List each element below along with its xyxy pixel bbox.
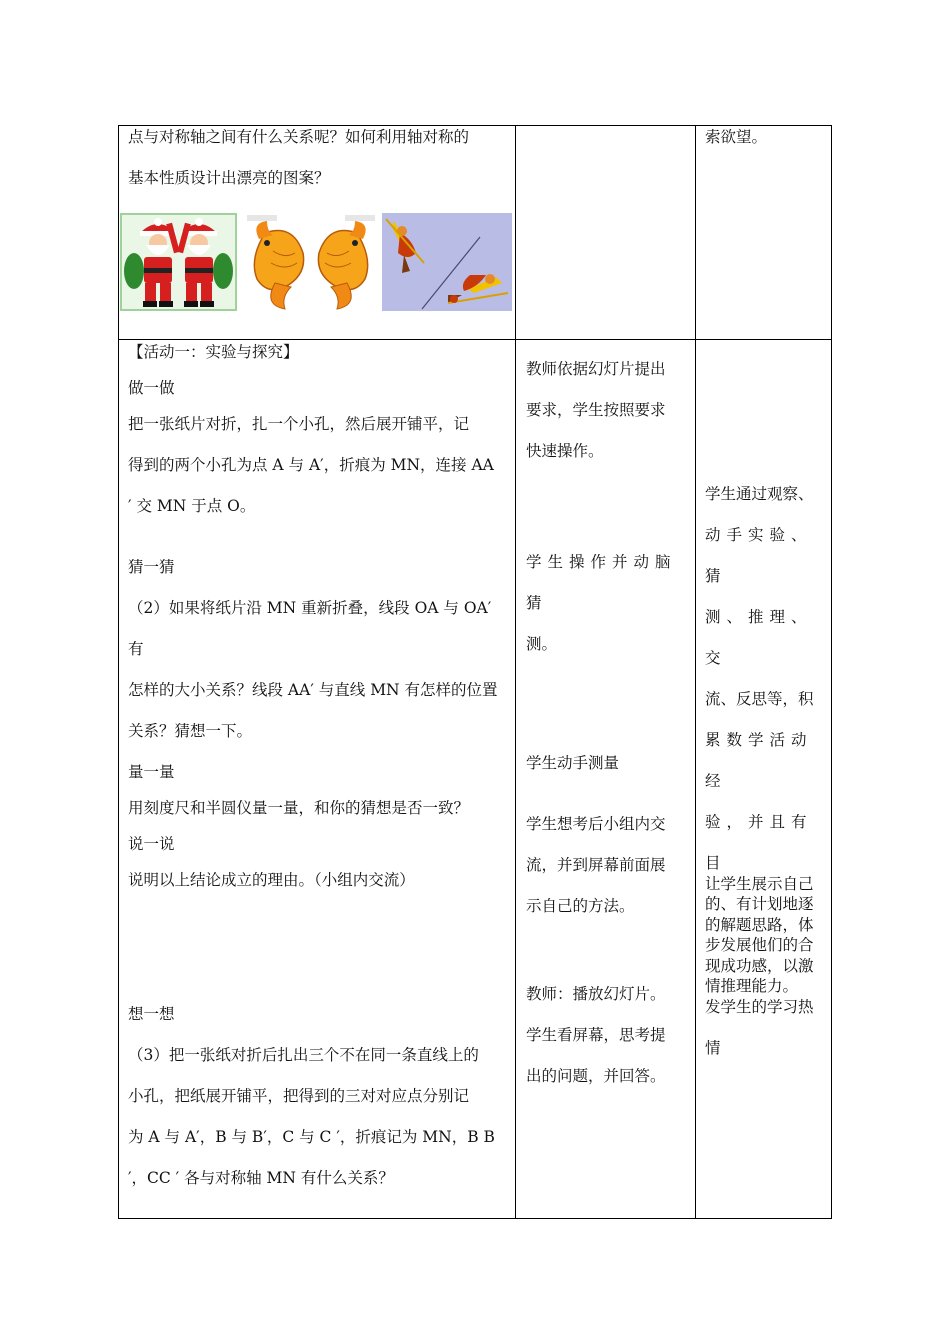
text-line: ′，CC ′ 各与对称轴 MN 有什么关系？ <box>128 1169 394 1187</box>
row2-col2-p2 <box>526 542 691 665</box>
table-col-divider-1 <box>515 125 516 1219</box>
section-heading: 做一做 <box>128 379 175 397</box>
text-line: 流、反思等，积 <box>705 690 814 708</box>
text-line: 测。 <box>526 635 558 653</box>
text-line: 用刻度尺和半圆仪量一量，和你的猜想是否一致？ <box>128 799 470 817</box>
text-line: 教师：播放幻灯片。 <box>526 985 666 1003</box>
section-heading: 想一想 <box>128 1005 175 1023</box>
monkey-king-mirror-image <box>382 213 512 311</box>
text-line: 基本性质设计出漂亮的图案？ <box>128 169 330 187</box>
text-line: 学生想考后小组内交 <box>526 815 666 833</box>
row2-col2-p1 <box>526 349 691 472</box>
text-line: 学生看屏幕，思考提 <box>526 1026 666 1044</box>
text-line: 学生通过观察、 <box>705 485 814 503</box>
activity-title: 【活动一：实验与探究】 <box>128 343 299 361</box>
santa-pair-image <box>120 213 237 311</box>
text-line: （3）把一张纸对折后扎出三个不在同一条直线上的 <box>128 1046 479 1064</box>
table-col-divider-2 <box>695 125 696 1219</box>
text-line: 教师依据幻灯片提出 <box>526 360 666 378</box>
text-line: 验，并且有目 <box>705 813 813 872</box>
text-line: 快速操作。 <box>526 442 604 460</box>
text-line: 得到的两个小孔为点 A 与 A′，折痕为 MN，连接 AA <box>128 456 494 474</box>
text-line: 情 <box>705 1039 721 1057</box>
text-line: 小孔，把纸展开铺平，把得到的三对对应点分别记 <box>128 1087 470 1105</box>
text-line: 学生操作并动脑猜 <box>526 553 677 612</box>
row2-col1-s1-body <box>128 404 510 527</box>
text-line: 怎样的大小关系？线段 AA′ 与直线 MN 有怎样的位置 <box>128 681 498 699</box>
row2-col2-p3 <box>526 743 691 784</box>
row2-col1-block1 <box>128 334 510 406</box>
row2-col1-s2 <box>128 547 510 752</box>
table-bottom-border <box>118 1218 832 1219</box>
text-line: 累数学活动经 <box>705 731 813 790</box>
text-line: 发学生的学习热 <box>705 998 814 1016</box>
text-line: 为 A 与 A′，B 与 B′，C 与 C ′，折痕记为 MN，B B <box>128 1128 495 1146</box>
section-heading: 量一量 <box>128 763 175 781</box>
text-line: 步发展他们的合 <box>705 936 814 954</box>
text-line: 让学生展示自己 <box>705 875 814 893</box>
row2-col1-s3-s4 <box>128 754 510 898</box>
row2-col2-p5 <box>526 974 691 1097</box>
row2-col1-s5 <box>128 994 510 1199</box>
table-left-border <box>118 125 119 1219</box>
text-line: ′ 交 MN 于点 O。 <box>128 497 256 515</box>
text-line: 测、推理、交 <box>705 608 813 667</box>
text-line: 的解题思路，体 <box>705 916 814 934</box>
text-line: 情推理能力。 <box>705 977 799 995</box>
row1-col3-text <box>705 117 825 158</box>
text-line: 说明以上结论成立的理由。（小组内交流） <box>128 871 415 889</box>
text-line: 关系？猜想一下。 <box>128 722 253 740</box>
row1-col1-text <box>128 117 510 199</box>
text-line: （2）如果将纸片沿 MN 重新折叠，线段 OA 与 OA′ 有 <box>128 599 492 658</box>
text-line: 索欲望。 <box>705 128 768 146</box>
text-line: 学生动手测量 <box>526 754 620 772</box>
goldfish-pair-image <box>245 213 377 311</box>
text-line: 点与对称轴之间有什么关系呢？如何利用轴对称的 <box>128 128 470 146</box>
text-line: 动手实验、猜 <box>705 526 813 585</box>
text-line: 示自己的方法。 <box>526 897 635 915</box>
row2-col3-p2 <box>705 864 827 1069</box>
table-right-border <box>831 125 832 1219</box>
text-line: 现成功感，以激 <box>705 957 814 975</box>
text-line: 的、有计划地逐 <box>705 895 814 913</box>
row2-col2-p4 <box>526 804 691 927</box>
section-heading: 说一说 <box>128 835 175 853</box>
text-line: 要求，学生按照要求 <box>526 401 666 419</box>
text-line: 流，并到屏幕前面展 <box>526 856 666 874</box>
text-line: 出的问题，并回答。 <box>526 1067 666 1085</box>
text-line: 把一张纸片对折，扎一个小孔，然后展开铺平，记 <box>128 415 470 433</box>
section-heading: 猜一猜 <box>128 558 175 576</box>
